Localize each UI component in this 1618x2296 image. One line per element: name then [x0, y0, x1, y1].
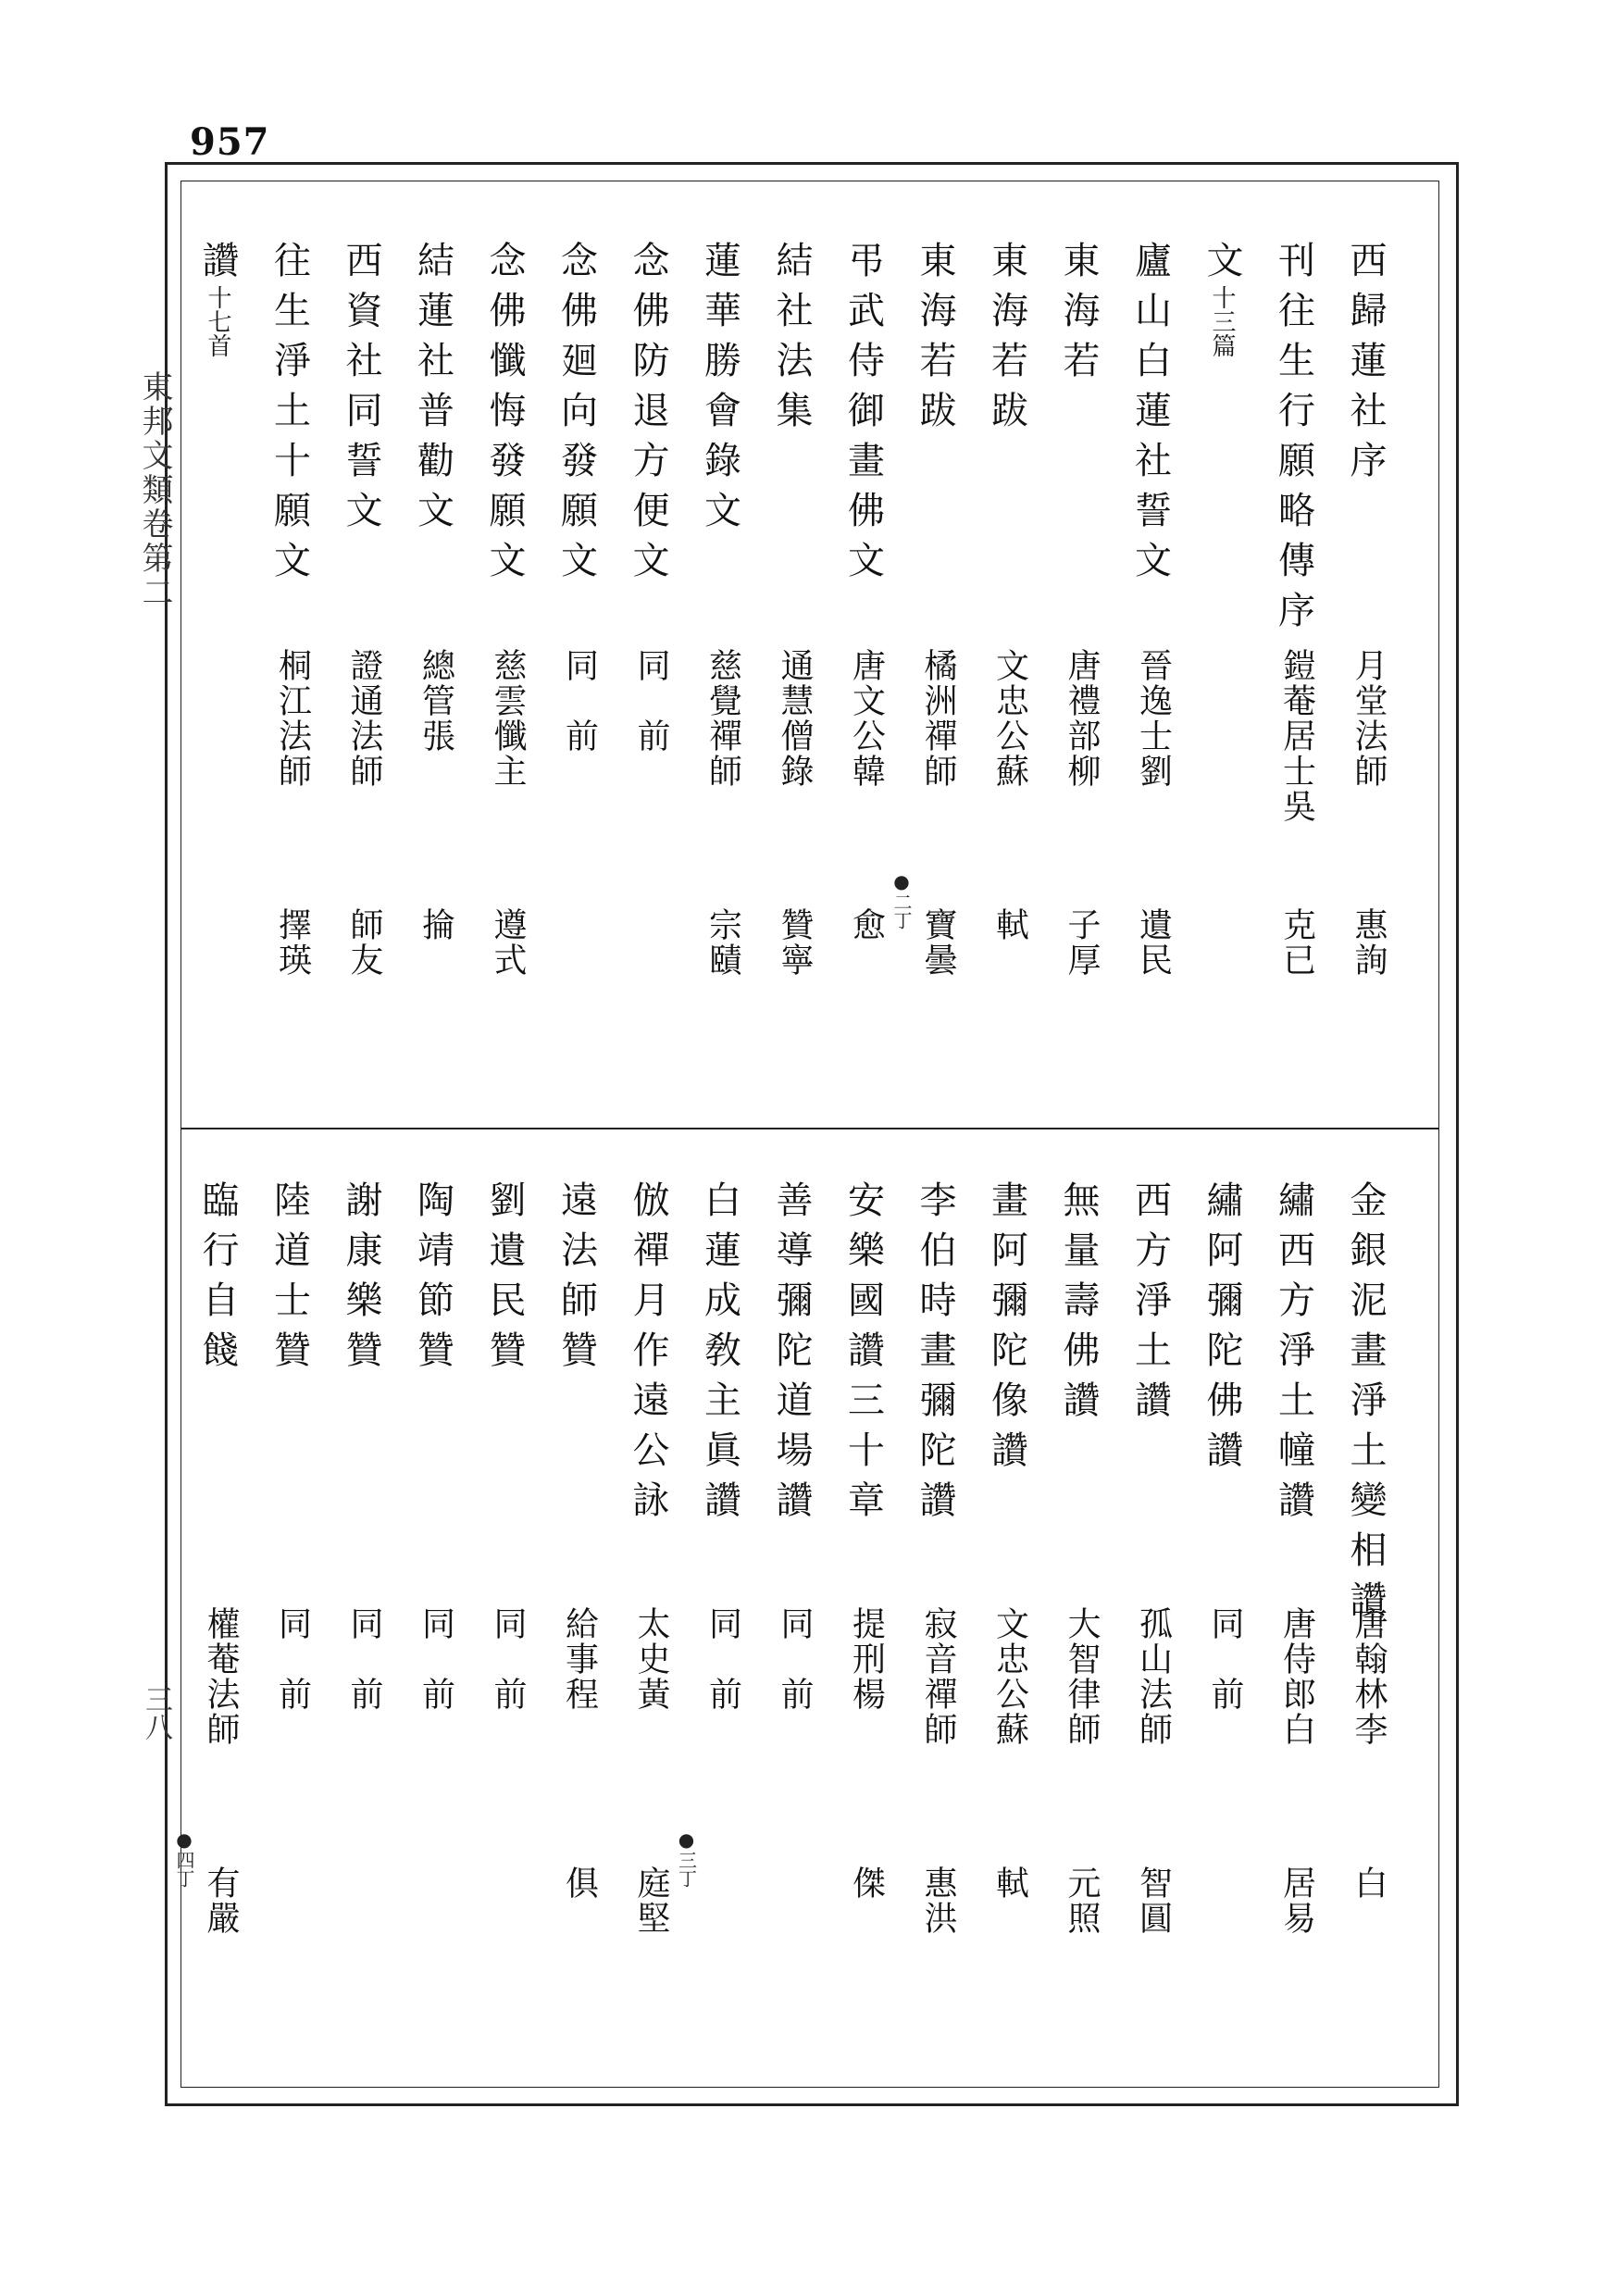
entry-author: 寂音禪師	[919, 1606, 957, 1747]
leaf-marker: ●三丁	[675, 1828, 698, 1888]
entry-author: 同 前	[273, 1606, 312, 1712]
entry-author-name: 白	[1350, 1866, 1388, 1901]
top_columns-column	[555, 241, 598, 944]
entry-author-name: 掄	[417, 907, 455, 942]
top_columns-column	[986, 241, 1028, 944]
bottom_columns-column	[483, 1180, 526, 1977]
entry-title: 念佛防退方便文	[627, 241, 669, 591]
section-divider	[180, 1128, 1439, 1129]
entry-author-name: 居易	[1277, 1866, 1316, 1936]
entry-author-name: 軾	[990, 1866, 1029, 1901]
entry-title: 臨行自餞	[196, 1180, 239, 1380]
entry-title: 金銀泥畫淨土變相讚	[1344, 1180, 1387, 1630]
margin-page-number: 三八	[140, 1685, 172, 1741]
leaf-marker: ●四丁	[173, 1828, 195, 1888]
entry-author: 鎧菴居士吳	[1277, 648, 1316, 824]
entry-title: 劉遺民贊	[483, 1180, 526, 1380]
entry-title: 東海若	[1057, 241, 1100, 391]
entry-title: 無量壽佛讚	[1057, 1180, 1100, 1430]
bottom_columns-column	[914, 1180, 956, 1977]
entry-title: 結社法集	[770, 241, 813, 441]
entry-author: 給事程	[560, 1606, 599, 1712]
leaf-marker: ●二丁	[890, 870, 913, 930]
section-count-note: 十七首	[204, 278, 231, 358]
entry-author-name: 愈	[847, 907, 886, 942]
entry-author: 文忠公蘇	[990, 648, 1029, 789]
bottom_columns-column	[770, 1180, 813, 1977]
entry-title: 西歸蓮社序	[1344, 241, 1387, 491]
entry-author-name: 克已	[1277, 907, 1316, 978]
top_columns-column	[1272, 241, 1316, 978]
entry-title: 善導彌陀道場讚	[770, 1180, 813, 1530]
entry-author-name: 俱	[560, 1866, 599, 1901]
entry-author-name: 子厚	[1063, 907, 1101, 978]
entry-author: 唐侍郎白	[1277, 1606, 1316, 1747]
entry-author: 總管張	[417, 648, 455, 754]
entry-title: 刊往生行願略傳序	[1272, 241, 1315, 641]
entry-author: 慈覺禪師	[703, 648, 742, 789]
entry-author: 孤山法師	[1134, 1606, 1173, 1747]
top_columns-column	[483, 241, 527, 978]
entry-title: 文 十三篇	[1201, 241, 1243, 358]
entry-title: 陸道士贊	[268, 1180, 311, 1380]
entry-author-name: 惠詢	[1350, 907, 1388, 978]
entry-author-name: 遵式	[489, 907, 527, 978]
entry-author-name: 有嚴	[202, 1866, 240, 1936]
entry-author-name: 遺民	[1134, 907, 1173, 978]
entry-author-name: 元照	[1063, 1866, 1101, 1936]
entry-title: 廬山白蓮社誓文	[1128, 241, 1172, 591]
entry-author-name: 寶曇	[919, 907, 957, 978]
entry-author-name: 庭堅	[632, 1866, 670, 1936]
entry-title: 結蓮社普勸文	[411, 241, 454, 541]
entry-author-name: 惠洪	[919, 1866, 957, 1936]
bottom_columns-column	[268, 1180, 311, 1977]
top_columns-column	[1057, 241, 1101, 978]
entry-title: 畫阿彌陀像讚	[985, 1180, 1028, 1480]
bottom_columns-column	[986, 1180, 1028, 1977]
top_columns-column	[1201, 241, 1243, 944]
bottom_columns-column	[1201, 1180, 1243, 1977]
entry-title: 弔武侍御畫佛文	[841, 241, 885, 591]
bottom_columns-column	[1057, 1180, 1100, 1977]
entry-author: 同 前	[345, 1606, 383, 1712]
entry-author: 證通法師	[345, 648, 383, 789]
bottom_columns-column	[1273, 1180, 1315, 1977]
entry-title: 安樂國讚三十章	[841, 1180, 885, 1530]
entry-title: 念佛廻向發願文	[554, 241, 598, 591]
bottom_columns-column	[340, 1180, 382, 1977]
bottom_columns-column	[842, 1180, 885, 1977]
top_columns-column	[698, 241, 742, 978]
top_columns-column	[412, 241, 454, 944]
entry-author: 大智律師	[1063, 1606, 1101, 1747]
entry-title: 李伯時畫彌陀讚	[914, 1180, 956, 1530]
entry-title: 西方淨土讚	[1128, 1180, 1172, 1430]
entry-author: 唐禮部柳	[1063, 648, 1101, 789]
entry-author-name: 宗賾	[703, 907, 742, 978]
page-number: 957	[190, 120, 270, 164]
entry-author-name: 智圓	[1134, 1866, 1173, 1936]
entry-author: 同 前	[703, 1606, 742, 1712]
entry-author: 唐翰林李	[1350, 1606, 1388, 1747]
entry-title: 遠法師贊	[554, 1180, 598, 1380]
entry-author: 唐文公韓	[847, 648, 886, 789]
top_columns-column	[1344, 241, 1388, 978]
entry-author: 太史黃	[632, 1606, 670, 1712]
entry-author-name: 擇瑛	[273, 907, 312, 978]
entry-author-name: 傑	[847, 1866, 886, 1901]
top_columns-column	[196, 241, 239, 944]
entry-author: 同 前	[417, 1606, 455, 1712]
entry-title: 蓮華勝會錄文	[698, 241, 741, 541]
bottom_columns-column	[173, 1180, 240, 1977]
entry-title: 謝康樂贊	[340, 1180, 382, 1380]
entry-author-name: 師友	[345, 907, 383, 978]
bottom_columns-column	[555, 1180, 598, 1977]
entry-author: 同 前	[489, 1606, 527, 1712]
top_columns-column	[1128, 241, 1173, 978]
entry-title: 白蓮成敎主眞讚	[698, 1180, 741, 1530]
entry-title: 倣禪月作遠公詠	[627, 1180, 669, 1530]
entry-title: 東海若跋	[985, 241, 1028, 441]
entry-author: 權菴法師	[202, 1606, 240, 1747]
entry-author: 同 前	[1206, 1606, 1244, 1712]
entry-title: 繡西方淨土幢讚	[1272, 1180, 1315, 1530]
section-count-note: 十三篇	[1208, 278, 1236, 358]
margin-book-title: 東邦文類卷第二	[136, 370, 173, 610]
entry-title: 東海若跋	[914, 241, 956, 441]
top_columns-column	[842, 241, 885, 944]
entry-author-name: 贊寧	[776, 907, 814, 978]
top_columns-column	[890, 241, 957, 978]
entry-author: 同 前	[776, 1606, 814, 1712]
entry-author: 通慧僧錄	[776, 648, 814, 789]
entry-author: 桐江法師	[273, 648, 312, 789]
entry-author: 提刑楊	[847, 1606, 886, 1712]
top_columns-column	[627, 241, 669, 944]
entry-author: 慈雲懺主	[489, 648, 527, 789]
bottom_columns-column	[412, 1180, 454, 1977]
bottom_columns-column	[1344, 1180, 1387, 1977]
entry-title: 陶靖節贊	[411, 1180, 454, 1380]
entry-author: 文忠公蘇	[990, 1606, 1029, 1747]
entry-author: 同 前	[632, 648, 670, 754]
entry-author: 橘洲禪師	[919, 648, 957, 789]
bottom_columns-column	[675, 1180, 742, 1977]
bottom_columns-column	[1129, 1180, 1172, 1977]
top_columns-column	[268, 241, 312, 978]
entry-author: 晉逸士劉	[1134, 648, 1173, 789]
entry-author: 同 前	[560, 648, 599, 754]
top_columns-column	[340, 241, 383, 978]
entry-author: 月堂法師	[1350, 648, 1388, 789]
entry-author-name: 軾	[990, 907, 1029, 942]
bottom_columns-column	[627, 1180, 669, 1977]
entry-title: 往生淨土十願文	[268, 241, 311, 591]
entry-title: 讚 十七首	[196, 241, 239, 358]
entry-title: 西資社同誓文	[340, 241, 382, 541]
entry-title: 念佛懺悔發願文	[483, 241, 526, 591]
top_columns-column	[770, 241, 814, 978]
entry-title: 繡阿彌陀佛讚	[1201, 1180, 1243, 1480]
